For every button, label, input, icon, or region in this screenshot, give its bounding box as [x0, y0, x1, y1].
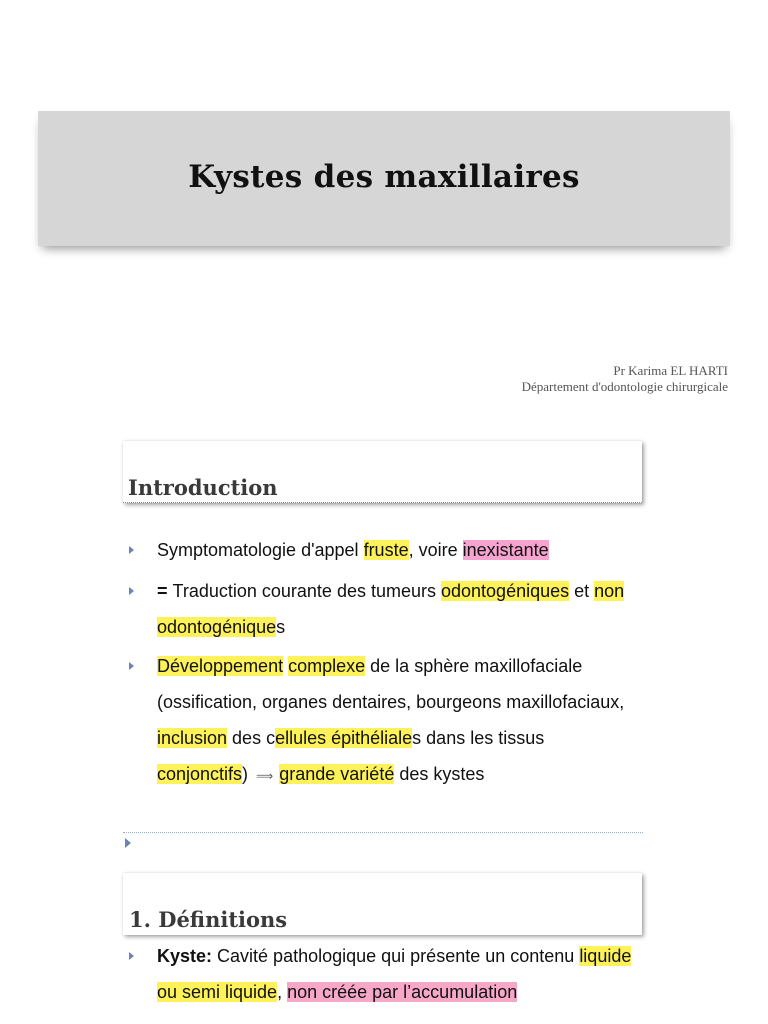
list-item — [128, 938, 648, 1010]
bullet-icon — [129, 587, 134, 595]
title-banner — [38, 111, 730, 246]
text: s — [276, 617, 286, 637]
definitions-heading-box — [123, 873, 642, 935]
text: ) — [242, 764, 249, 784]
text: s dans les tissus — [412, 728, 545, 748]
list-item — [128, 573, 648, 645]
heading-underline — [123, 502, 642, 503]
highlight: inexistante — [462, 540, 549, 560]
text: et — [569, 581, 595, 601]
highlight: odontogéniques — [441, 581, 570, 601]
arrow-icon: ⟹ — [256, 769, 274, 783]
author-block — [522, 363, 728, 395]
text: Symptomatologie d'appel — [157, 540, 364, 560]
text: = — [157, 581, 173, 601]
term-label: Kyste: — [157, 946, 213, 966]
highlight: non odontogénique — [157, 581, 625, 637]
highlight: complexe — [288, 656, 366, 676]
highlight: grande variété — [279, 764, 395, 784]
author-department: Département d'odontologie chirurgicale — [521, 379, 728, 394]
text: Traduction courante des tumeurs — [172, 581, 441, 601]
list-item — [128, 532, 648, 568]
definitions-heading: 1. Définitions — [129, 907, 288, 932]
highlight: Développement — [157, 656, 284, 676]
highlight: non créée par l’accumulation — [287, 982, 518, 1002]
bullet-icon — [125, 838, 131, 848]
text: des kystes — [394, 764, 485, 784]
author-name: Pr Karima EL HARTI — [613, 363, 728, 378]
list-item — [128, 648, 648, 794]
highlight: ellules épithéliale — [275, 728, 413, 748]
text: , voire — [408, 540, 463, 560]
text: des c — [227, 728, 276, 748]
text: , — [277, 982, 288, 1002]
bullet-icon — [129, 662, 134, 670]
highlight: fruste — [363, 540, 409, 560]
section-divider — [123, 832, 643, 833]
bullet-icon — [129, 952, 134, 960]
definitions-list — [128, 938, 648, 1010]
introduction-heading: Introduction — [128, 475, 278, 500]
introduction-list — [128, 532, 648, 794]
highlight: conjonctifs — [157, 764, 243, 784]
bullet-icon — [129, 546, 134, 554]
highlight: liquide ou semi liquide — [157, 946, 632, 1002]
text: de la sphère maxillofaciale (ossification, organes dentaires, bourgeons maxillofaciaux, — [157, 656, 625, 712]
introduction-heading-box — [123, 441, 642, 503]
page-title: Kystes des maxillaires — [188, 158, 580, 195]
highlight: inclusion — [157, 728, 228, 748]
text: Cavité pathologique qui présente un contenu — [212, 946, 580, 966]
